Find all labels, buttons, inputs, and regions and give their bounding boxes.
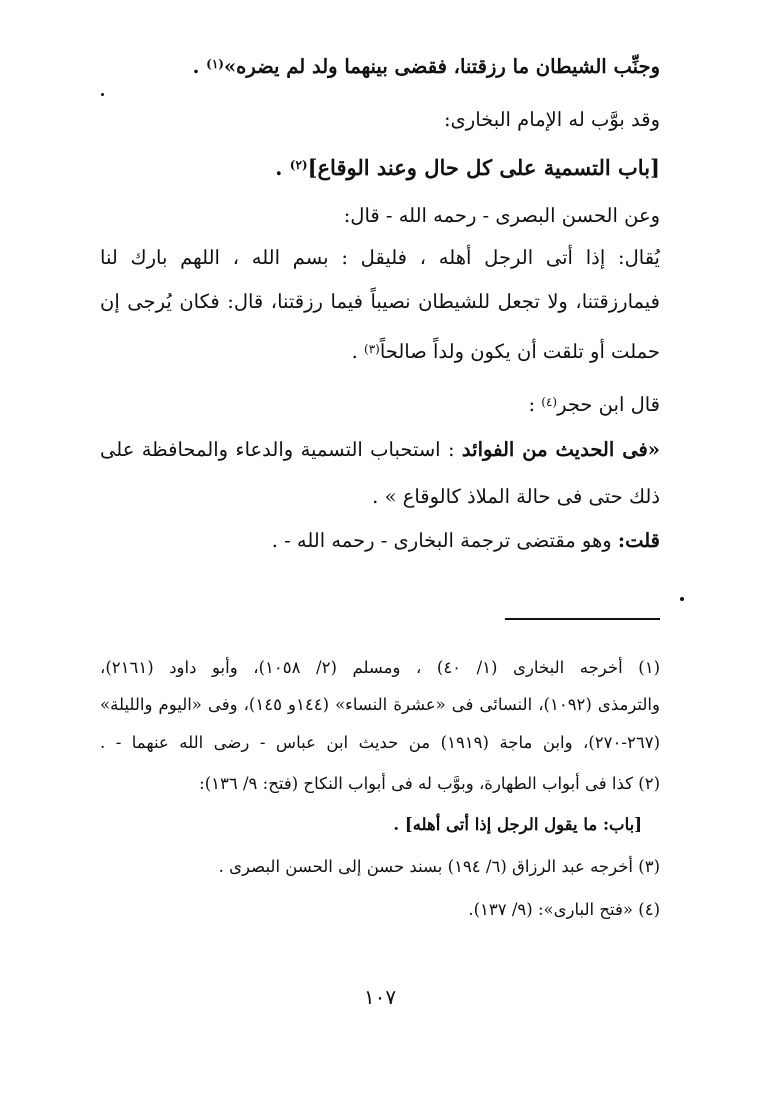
footnote-ref-1: (١) [206,57,224,71]
footnote-1-line-1-text: (١) أخرجه البخارى (١/ ٤٠) ، ومسلم (٢/ ١٠٥٨)، وأبو داود (٢١٦١)، [100,658,660,677]
body-line-4-text: وعن الحسن البصرى - رحمه الله - قال: [343,204,660,227]
body-line-11 [272,526,660,556]
body-line-6-text: فيمارزقتنا، ولا تجعل للشيطان نصيباً فيما رزقتنا، قال: فكان يُرجى إن [100,290,660,313]
footnote-3 [219,854,660,880]
scan-dot-middle [680,597,684,601]
footnote-2-line-2 [393,812,642,838]
footnote-separator [505,618,660,620]
footnote-2-line-2-end: . [393,815,405,834]
footnote-1-line-2-text: والترمذى (١٠٩٢)، النسائى فى «عشرة النساء» (١٤٤و ١٤٥)، وفى «اليوم والليلة» [100,695,660,714]
body-line-10 [372,482,660,512]
body-line-1-text: وجنِّب الشيطان ما رزقتنا، فقضى بينهما ولد لم يضره» [223,55,660,78]
footnote-1-line-3 [100,730,660,756]
footnote-ref-2: (٢) [289,158,308,172]
body-line-1 [193,52,660,82]
body-line-9 [100,435,660,465]
footnote-4 [468,897,660,923]
footnote-1-line-1 [100,655,660,681]
footnote-1-line-3-text: (٢٦٧-٢٧٠)، وابن ماجة (١٩١٩) من حديث ابن عباس - رضى الله عنهما - . [100,733,660,752]
page-number: ١٠٧ [363,985,397,1009]
chapter-heading [275,153,660,183]
body-line-7-end: . [351,340,364,363]
body-line-7 [352,337,660,367]
chapter-heading-end: . [275,155,290,180]
footnote-1-line-2 [100,692,660,718]
body-line-7-text: حملت أو تلقت أن يكون ولداً صالحاً [379,340,660,363]
body-line-2-text: وقد بوَّب له الإمام البخارى: [443,108,660,131]
body-line-4 [344,201,660,231]
footnote-2-line-1-text: (٢) كذا فى أبواب الطهارة، وبوَّب له فى أبواب النكاح (فتح: ٩/ ١٣٦): [199,774,660,793]
author-note-label: قلت: [617,529,660,552]
footnote-3-text: (٣) أخرجه عبد الرزاق (٦/ ١٩٤) بسند حسن إلى الحسن البصرى . [218,857,660,876]
body-line-5 [100,243,660,273]
chapter-heading-text: [باب التسمية على كل حال وعند الوقاع] [307,155,660,180]
quote-rest: : استحباب التسمية والدعاء والمحافظة على [100,438,462,461]
body-line-6 [100,287,660,317]
footnote-ref-4: (٤) [541,395,558,409]
scan-dot-top [101,93,104,96]
body-line-2 [444,105,660,135]
body-line-1-end: . [192,55,207,78]
footnote-2-line-1 [199,771,660,797]
body-line-8-text: قال ابن حجر [557,393,660,416]
quote-lead: «فى الحديث من الفوائد [461,438,660,461]
footnote-2-line-2-text: [باب: ما يقول الرجل إذا أتى أهله] [404,815,642,834]
author-note-text: وهو مقتضى ترجمة البخارى - رحمه الله - . [271,529,618,552]
footnote-ref-3: (٣) [364,342,380,356]
footnote-4-text: (٤) «فتح البارى»: (٩/ ١٣٧). [468,900,660,919]
body-line-10-text: ذلك حتى فى حالة الملاذ كالوقاع » . [372,485,660,508]
body-line-5-text: يُقال: إذا أتى الرجل أهله ، فليقل : بسم الله ، اللهم بارك لنا [100,246,660,269]
body-line-8 [528,390,660,420]
body-line-8-end: : [528,393,542,416]
